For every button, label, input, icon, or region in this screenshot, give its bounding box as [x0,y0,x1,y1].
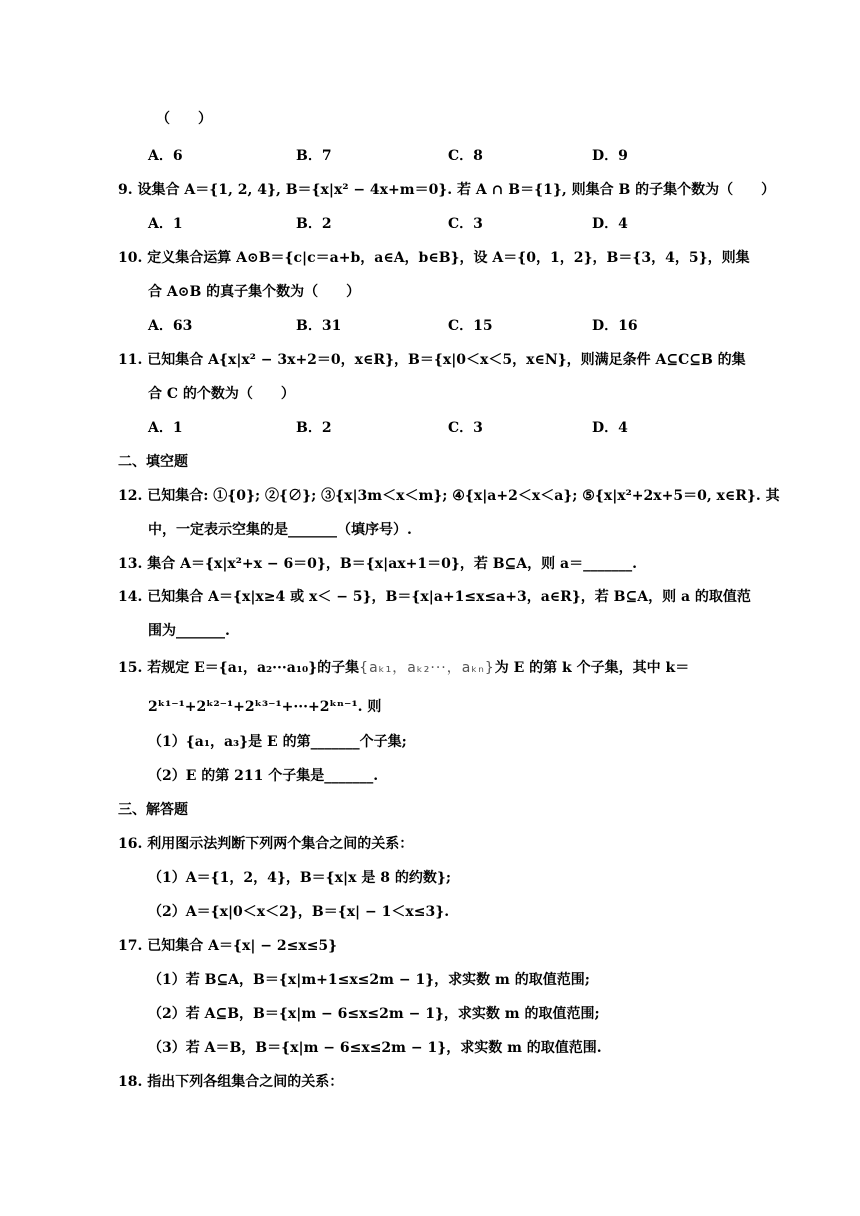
question-17-sub3: （3）若 A＝B，B＝{x|m − 6≤x≤2m − 1}，求实数 m 的取值范围. [148,1040,602,1056]
question-15-sub2: （2）E 的第 211 个子集是_______. [148,768,379,784]
subset-notation: {aₖ₁，aₖ₂···，aₖₙ} [359,660,495,676]
question-15-line1 [118,659,689,677]
option-a: A．1 [148,420,183,436]
question-14-line1: 14. 已知集合 A＝{x|x≥4 或 x＜ − 5}，B＝{x|a+1≤x≤a+3，a∈R}，若 B⊆A，则 a 的取值范 [118,589,751,605]
question-18: 18. 指出下列各组集合之间的关系： [118,1074,344,1090]
question-10-line2: 合 A⊙B 的真子集个数为（ ） [148,284,361,300]
q8-answer-paren: （ ） [156,111,212,127]
question-10-line1: 10. 定义集合运算 A⊙B＝{c|c＝a+b，a∈A，b∈B}，设 A＝{0，1，2}，B＝{3，4，5}，则集 [118,250,750,266]
question-13: 13. 集合 A＝{x|x²+x − 6＝0}，B＝{x|ax+1＝0}，若 B⊆A，则 a＝_______. [118,556,637,572]
question-12-line1: 12. 已知集合: ①{0}; ②{∅}; ③{x|3m＜x＜m}; ④{x|a+2＜x＜a}; ⑤{x|x²+2x+5＝0, x∈R}. 其 [118,488,780,504]
question-14-line2: 围为_______. [148,623,230,639]
option-b: B．31 [296,318,342,334]
option-a: A．6 [148,148,183,164]
question-17-line1: 17. 已知集合 A＝{x| − 2≤x≤5} [118,938,338,954]
question-15-line2: 2ᵏ¹⁻¹+2ᵏ²⁻¹+2ᵏ³⁻¹+···+2ᵏⁿ⁻¹. 则 [148,699,382,715]
option-d: D．4 [592,216,628,232]
section-heading-solve: 三、解答题 [118,802,188,818]
option-c: C．15 [448,318,493,334]
option-a: A．63 [148,318,193,334]
option-d: D．16 [592,318,638,334]
question-16-sub2: （2）A＝{x|0＜x＜2}，B＝{x| − 1＜x≤3}. [148,904,450,920]
option-c: C．8 [448,148,483,164]
option-b: B．2 [296,420,332,436]
question-11-line1: 11. 已知集合 A{x|x² − 3x+2＝0，x∈R}，B＝{x|0＜x＜5，x∈N}，则满足条件 A⊆C⊆B 的集 [118,352,746,368]
question-15-sub1: （1）{a₁，a₃}是 E 的第_______个子集; [148,734,407,750]
question-12-line2: 中，一定表示空集的是_______（填序号）. [148,522,412,538]
option-a: A．1 [148,216,183,232]
q15-suffix: 为 E 的第 k 个子集，其中 k＝ [494,660,690,676]
q15-prefix: 15. 若规定 E＝{a₁，a₂···a₁₀}的子集 [118,660,360,676]
option-b: B．2 [296,216,332,232]
question-16-sub1: （1）A＝{1，2，4}，B＝{x|x 是 8 的约数}; [148,870,451,886]
question-16-line1: 16. 利用图示法判断下列两个集合之间的关系： [118,836,414,852]
option-d: D．4 [592,420,628,436]
option-c: C．3 [448,216,483,232]
option-c: C．3 [448,420,483,436]
question-11-line2: 合 C 的个数为（ ） [148,386,295,402]
section-heading-fill-in: 二、填空题 [118,454,188,470]
question-17-sub1: （1）若 B⊆A，B＝{x|m+1≤x≤2m − 1}，求实数 m 的取值范围; [148,972,590,988]
question-9: 9. 设集合 A＝{1, 2, 4}, B＝{x|x² − 4x+m＝0}. 若 A ∩ B＝{1}, 则集合 B 的子集个数为（ ） [118,182,776,198]
question-17-sub2: （2）若 A⊆B，B＝{x|m − 6≤x≤2m − 1}，求实数 m 的取值范围; [148,1006,600,1022]
option-d: D．9 [592,148,628,164]
option-b: B．7 [296,148,332,164]
